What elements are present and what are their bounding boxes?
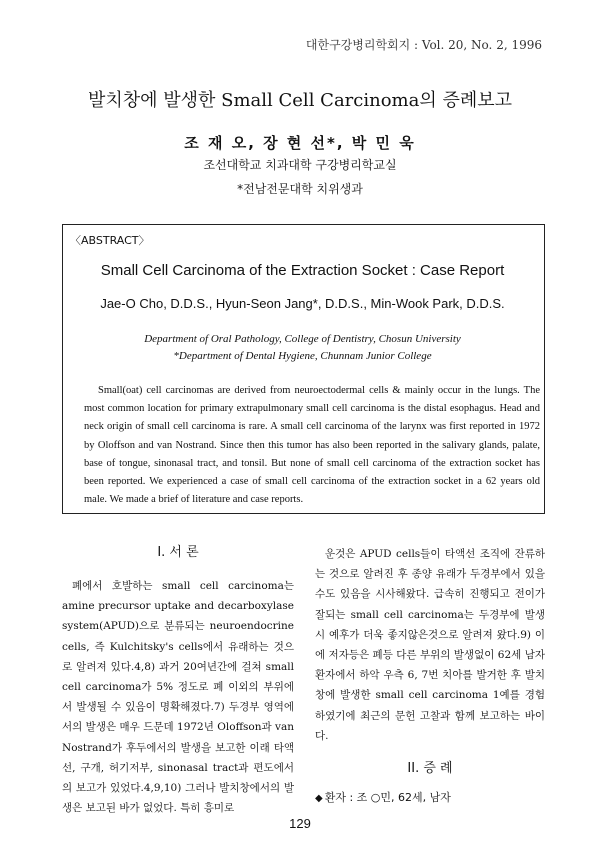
- abstract-label: 〈ABSTRACT〉: [70, 234, 150, 247]
- section-heading-introduction: I. 서 론: [157, 545, 199, 560]
- abstract-paragraph: Small(oat) cell carcinomas are derived from neuroectodermal cells & mainly occur in the lungs. The most common location for primary extrapulmonary small cell carcinoma is the distal esophagus. Head and neck origin of small cell carcinoma is rare. A small cell carcinoma of the larynx was first reported in 1972 by Oloffson and van Nostrand. Since then this tumor has also been reported in the salivary glands, palate, base of tongue, sinonasal tract, and tonsil. But none of small cell carcinoma of the extraction socket has been reported. We experienced a case of small cell carcinoma of the extraction socket in a 62 years old male. We made a brief of literature and case reports.: [84, 385, 540, 506]
- abstract-body: [84, 382, 540, 509]
- introduction-paragraph-continued: 운것은 APUD cells들이 타액선 조직에 잔류하는 것으로 알려진 후 종양 유래가 두경부에서 있을수도 있음을 시사해왔다. 급속히 진행되고 전이가 잘되는 small cell carcinoma는 두경부에 발생시 예후가 더욱 좋지않은것으로 알려져 왔다.9) 이에 저자등은 폐등 다른 부위의 발생없이 62세 남자 환자에서 하악 우측 6, 7번 치아를 발거한 후 발치창에 발생한 small cell carcinoma 1예를 경험하였기에 최근의 문헌 고찰과 함께 보고하는 바이다.: [315, 548, 545, 742]
- affiliation-primary: 조선대학교 치과대학 구강병리학교실: [203, 158, 397, 172]
- patient-info: [315, 788, 545, 809]
- right-column: [315, 544, 545, 809]
- english-authors: Jae-O Cho, D.D.S., Hyun-Seon Jang*, D.D.S., Min-Wook Park, D.D.S.: [100, 296, 505, 311]
- paper-title: 발치창에 발생한 Small Cell Carcinoma의 증례보고: [87, 90, 513, 111]
- left-column: [62, 544, 294, 818]
- diamond-bullet-icon: ◆: [315, 793, 323, 805]
- patient-info-text: 환자 : 조 ○민, 62세, 남자: [324, 791, 451, 805]
- section-heading-case: II. 증 례: [407, 761, 453, 777]
- english-department-secondary: *Department of Dental Hygiene, Chunnam Junior College: [173, 350, 432, 362]
- introduction-paragraph: 폐에서 호발하는 small cell carcinoma는 amine precursor uptake and decarboxylase system(APUD)으로 분류되는 neuroendocrine cells, 즉 Kulchitsky's cells에서 유래하는 것으로 알려져 있다.4,8) 과거 20여년간에 걸쳐 small cell carcinoma가 5% 정도로 폐 이외의 부위에서 발생될 수 있음이 명확해졌다.7) 두경부 영역에서의 발생은 매우 드문데 1972년 Oloffson과 van Nostrand가 후두에서의 발생을 보고한 이래 타액선, 구개, 허기저부, sinonasal tract과 편도에서의 보고가 있었다.4,9,10) 그러나 발치창에서의 발생은 보고된 바가 없었다. 특히 흥미로: [62, 580, 294, 815]
- journal-header: 대한구강병리학회지 : Vol. 20, No. 2, 1996: [305, 38, 542, 52]
- english-title: Small Cell Carcinoma of the Extraction Socket : Case Report: [100, 262, 505, 279]
- page-number: 129: [289, 816, 311, 831]
- author-list: 조 재 오, 장 현 선*, 박 민 욱: [184, 134, 416, 152]
- affiliation-secondary: *전남전문대학 치위생과: [237, 182, 363, 196]
- english-department-primary: Department of Oral Pathology, College of Dentistry, Chosun University: [144, 333, 461, 345]
